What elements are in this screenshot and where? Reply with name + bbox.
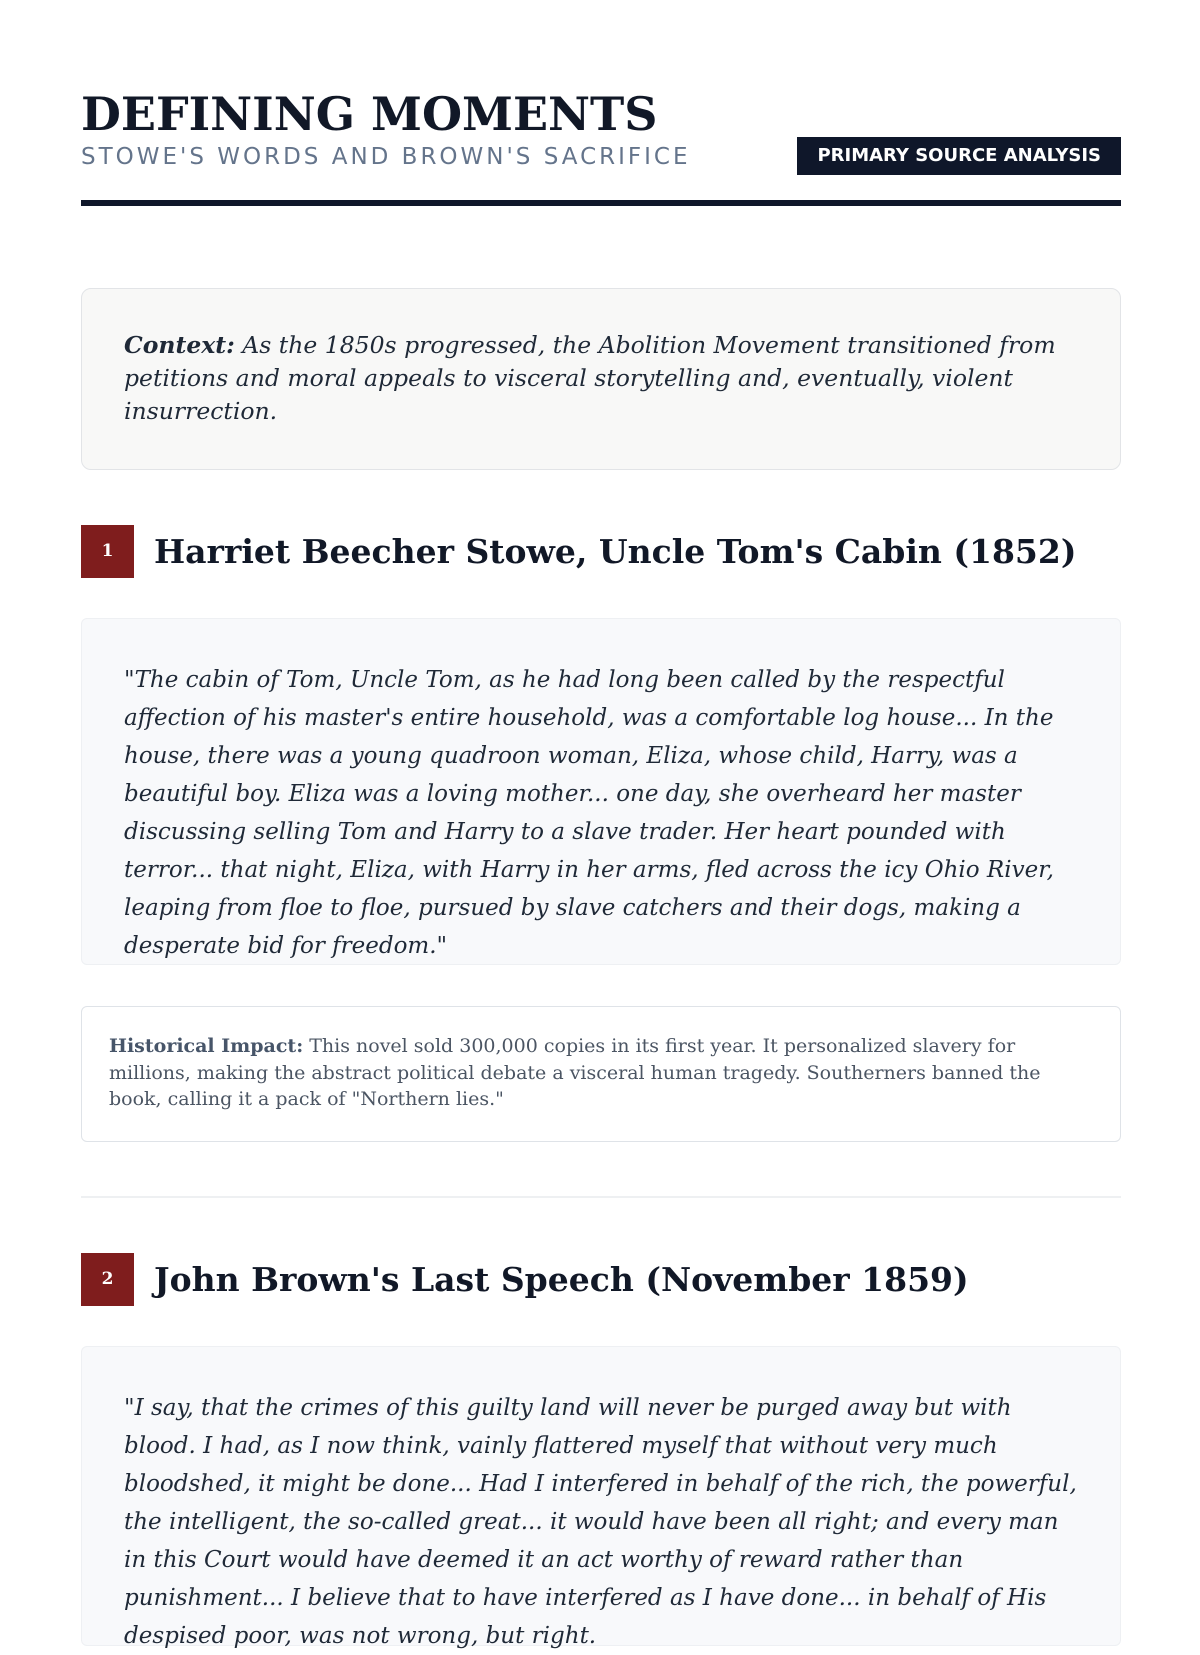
section-number-badge: 1	[81, 525, 134, 578]
source-type-badge: PRIMARY SOURCE ANALYSIS	[797, 137, 1121, 175]
context-label: Context:	[124, 331, 235, 359]
section-divider	[81, 1196, 1121, 1198]
section-title: Harriet Beecher Stowe, Uncle Tom's Cabin (1852)	[154, 532, 1077, 571]
impact-text: This novel sold 300,000 copies in its first year. It personalized slavery for millions, making the abstract political debate a visceral human tragedy. Southerners banned the book, calling it a pack of "Northern lies."	[109, 1035, 1041, 1110]
section-title: John Brown's Last Speech (November 1859)	[154, 1260, 969, 1299]
header-divider	[81, 200, 1121, 206]
section-1-quote: "The cabin of Tom, Uncle Tom, as he had long been called by the respectful affection of his master's entire household, was a comfortable log house... In the house, there was a young quadroon woman, Eliza, whose child, Harry, was a beautiful boy. Eliza was a loving mother... one day, she overheard her master discussing selling Tom and Harry to a slave trader. Her heart pounded with terror... that night, Eliza, with Harry in her arms, fled across the icy Ohio River, leaping from floe to floe, pursued by slave catchers and their dogs, making a desperate bid for freedom."	[81, 618, 1121, 965]
context-box	[81, 288, 1121, 470]
section-2-header	[81, 1253, 1121, 1307]
section-1-header	[81, 525, 1121, 579]
historical-impact-box	[81, 1006, 1121, 1142]
page	[81, 0, 1121, 1649]
page-title: DEFINING MOMENTS	[81, 87, 658, 141]
context-text: As the 1850s progressed, the Abolition Movement transitioned from petitions and moral appeals to visceral storytelling and, eventually, violent insurrection.	[124, 331, 1056, 425]
impact-label: Historical Impact:	[109, 1035, 304, 1057]
section-number-badge: 2	[81, 1253, 134, 1306]
page-header	[81, 0, 1121, 207]
page-subtitle: STOWE'S WORDS AND BROWN'S SACRIFICE	[81, 144, 691, 170]
section-2-quote: "I say, that the crimes of this guilty land will never be purged away but with blood. I had, as I now think, vainly flattered myself that without very much bloodshed, it might be done... Had I interfered in behalf of the rich, the powerful, the intelligent, the so-called great... it would have been all right; and every man in this Court would have deemed it an act worthy of reward rather than punishment... I believe that to have interfered as I have done... in behalf of His despised poor, was not wrong, but right.	[81, 1346, 1121, 1646]
